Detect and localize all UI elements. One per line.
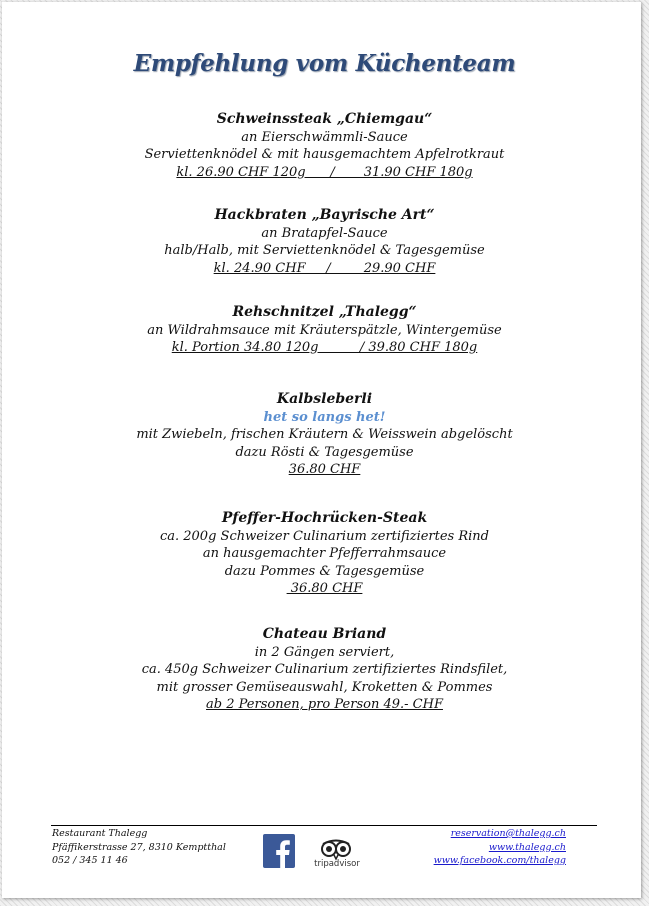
dish-name: Chateau Briand <box>262 626 387 642</box>
dish-description: an Bratapfel-Sauce <box>261 225 388 241</box>
dish-description: mit grosser Gemüseauswahl, Kroketten & Pommes <box>156 679 493 695</box>
dish-description: dazu Rösti & Tagesgemüse <box>235 444 414 460</box>
dish-price: ab 2 Personen, pro Person 49.- CHF <box>206 697 443 712</box>
dish-price: kl. 24.90 CHF / 29.90 CHF <box>213 260 436 276</box>
dish-price: kl. Portion 34.80 120g / 39.80 CHF 180g <box>171 340 478 355</box>
dish-description: ca. 200g Schweizer Culinarium zertifiziertes Rind <box>159 528 490 544</box>
footer-links <box>434 827 566 868</box>
dish-item <box>0 207 649 277</box>
dish-description: ca. 450g Schweizer Culinarium zertifiziertes Rindsfilet, <box>141 662 508 677</box>
dish-name: Kalbsleberli <box>276 391 373 407</box>
dish-name: Schweinssteak „Chiemgau“ <box>216 111 433 127</box>
restaurant-address: Pfäffikerstrasse 27, 8310 Kemptthal <box>52 841 226 853</box>
dish-description: in 2 Gängen serviert, <box>254 644 395 660</box>
footer-address-block <box>52 827 226 868</box>
footer-divider <box>51 825 597 826</box>
facebook-link[interactable]: www.facebook.com/thalegg <box>433 855 566 866</box>
email-link[interactable]: reservation@thalegg.ch <box>450 828 566 839</box>
dish-description: Serviettenknödel & mit hausgemachtem Apfelrotkraut <box>144 147 505 162</box>
dish-price: kl. 26.90 CHF 120g / 31.90 CHF 180g <box>176 164 473 180</box>
dish-item <box>0 626 649 714</box>
dish-highlight: het so langs het! <box>263 409 386 425</box>
dish-name: Rehschnitzel „Thalegg“ <box>232 304 417 320</box>
restaurant-name: Restaurant Thalegg <box>52 828 148 839</box>
dish-description: dazu Pommes & Tagesgemüse <box>224 563 425 579</box>
facebook-icon[interactable] <box>263 834 295 868</box>
dish-item <box>0 111 649 181</box>
dish-item <box>0 304 649 357</box>
dish-name: Hackbraten „Bayrische Art“ <box>214 207 435 223</box>
dish-description: an hausgemachter Pfefferrahmsauce <box>202 546 447 561</box>
dish-price: 36.80 CHF <box>286 581 363 596</box>
restaurant-phone: 052 / 345 11 46 <box>52 855 128 866</box>
website-link[interactable]: www.thalegg.ch <box>488 841 566 853</box>
dish-item <box>0 510 649 598</box>
page-title: Empfehlung vom Küchenteam <box>133 50 516 77</box>
dish-price: 36.80 CHF <box>288 462 361 477</box>
dish-name: Pfeffer-Hochrücken-Steak <box>221 510 428 526</box>
dish-item <box>0 391 649 479</box>
dish-description: halb/Halb, mit Serviettenknödel & Tagesgemüse <box>164 243 485 258</box>
dish-description: an Eierschwämmli-Sauce <box>241 129 408 145</box>
tripadvisor-label: tripadvisor <box>314 859 360 869</box>
dish-description: an Wildrahmsauce mit Kräuterspätzle, Wintergemüse <box>147 322 502 338</box>
dish-description: mit Zwiebeln, frischen Kräutern & Weisswein abgelöscht <box>136 427 513 442</box>
